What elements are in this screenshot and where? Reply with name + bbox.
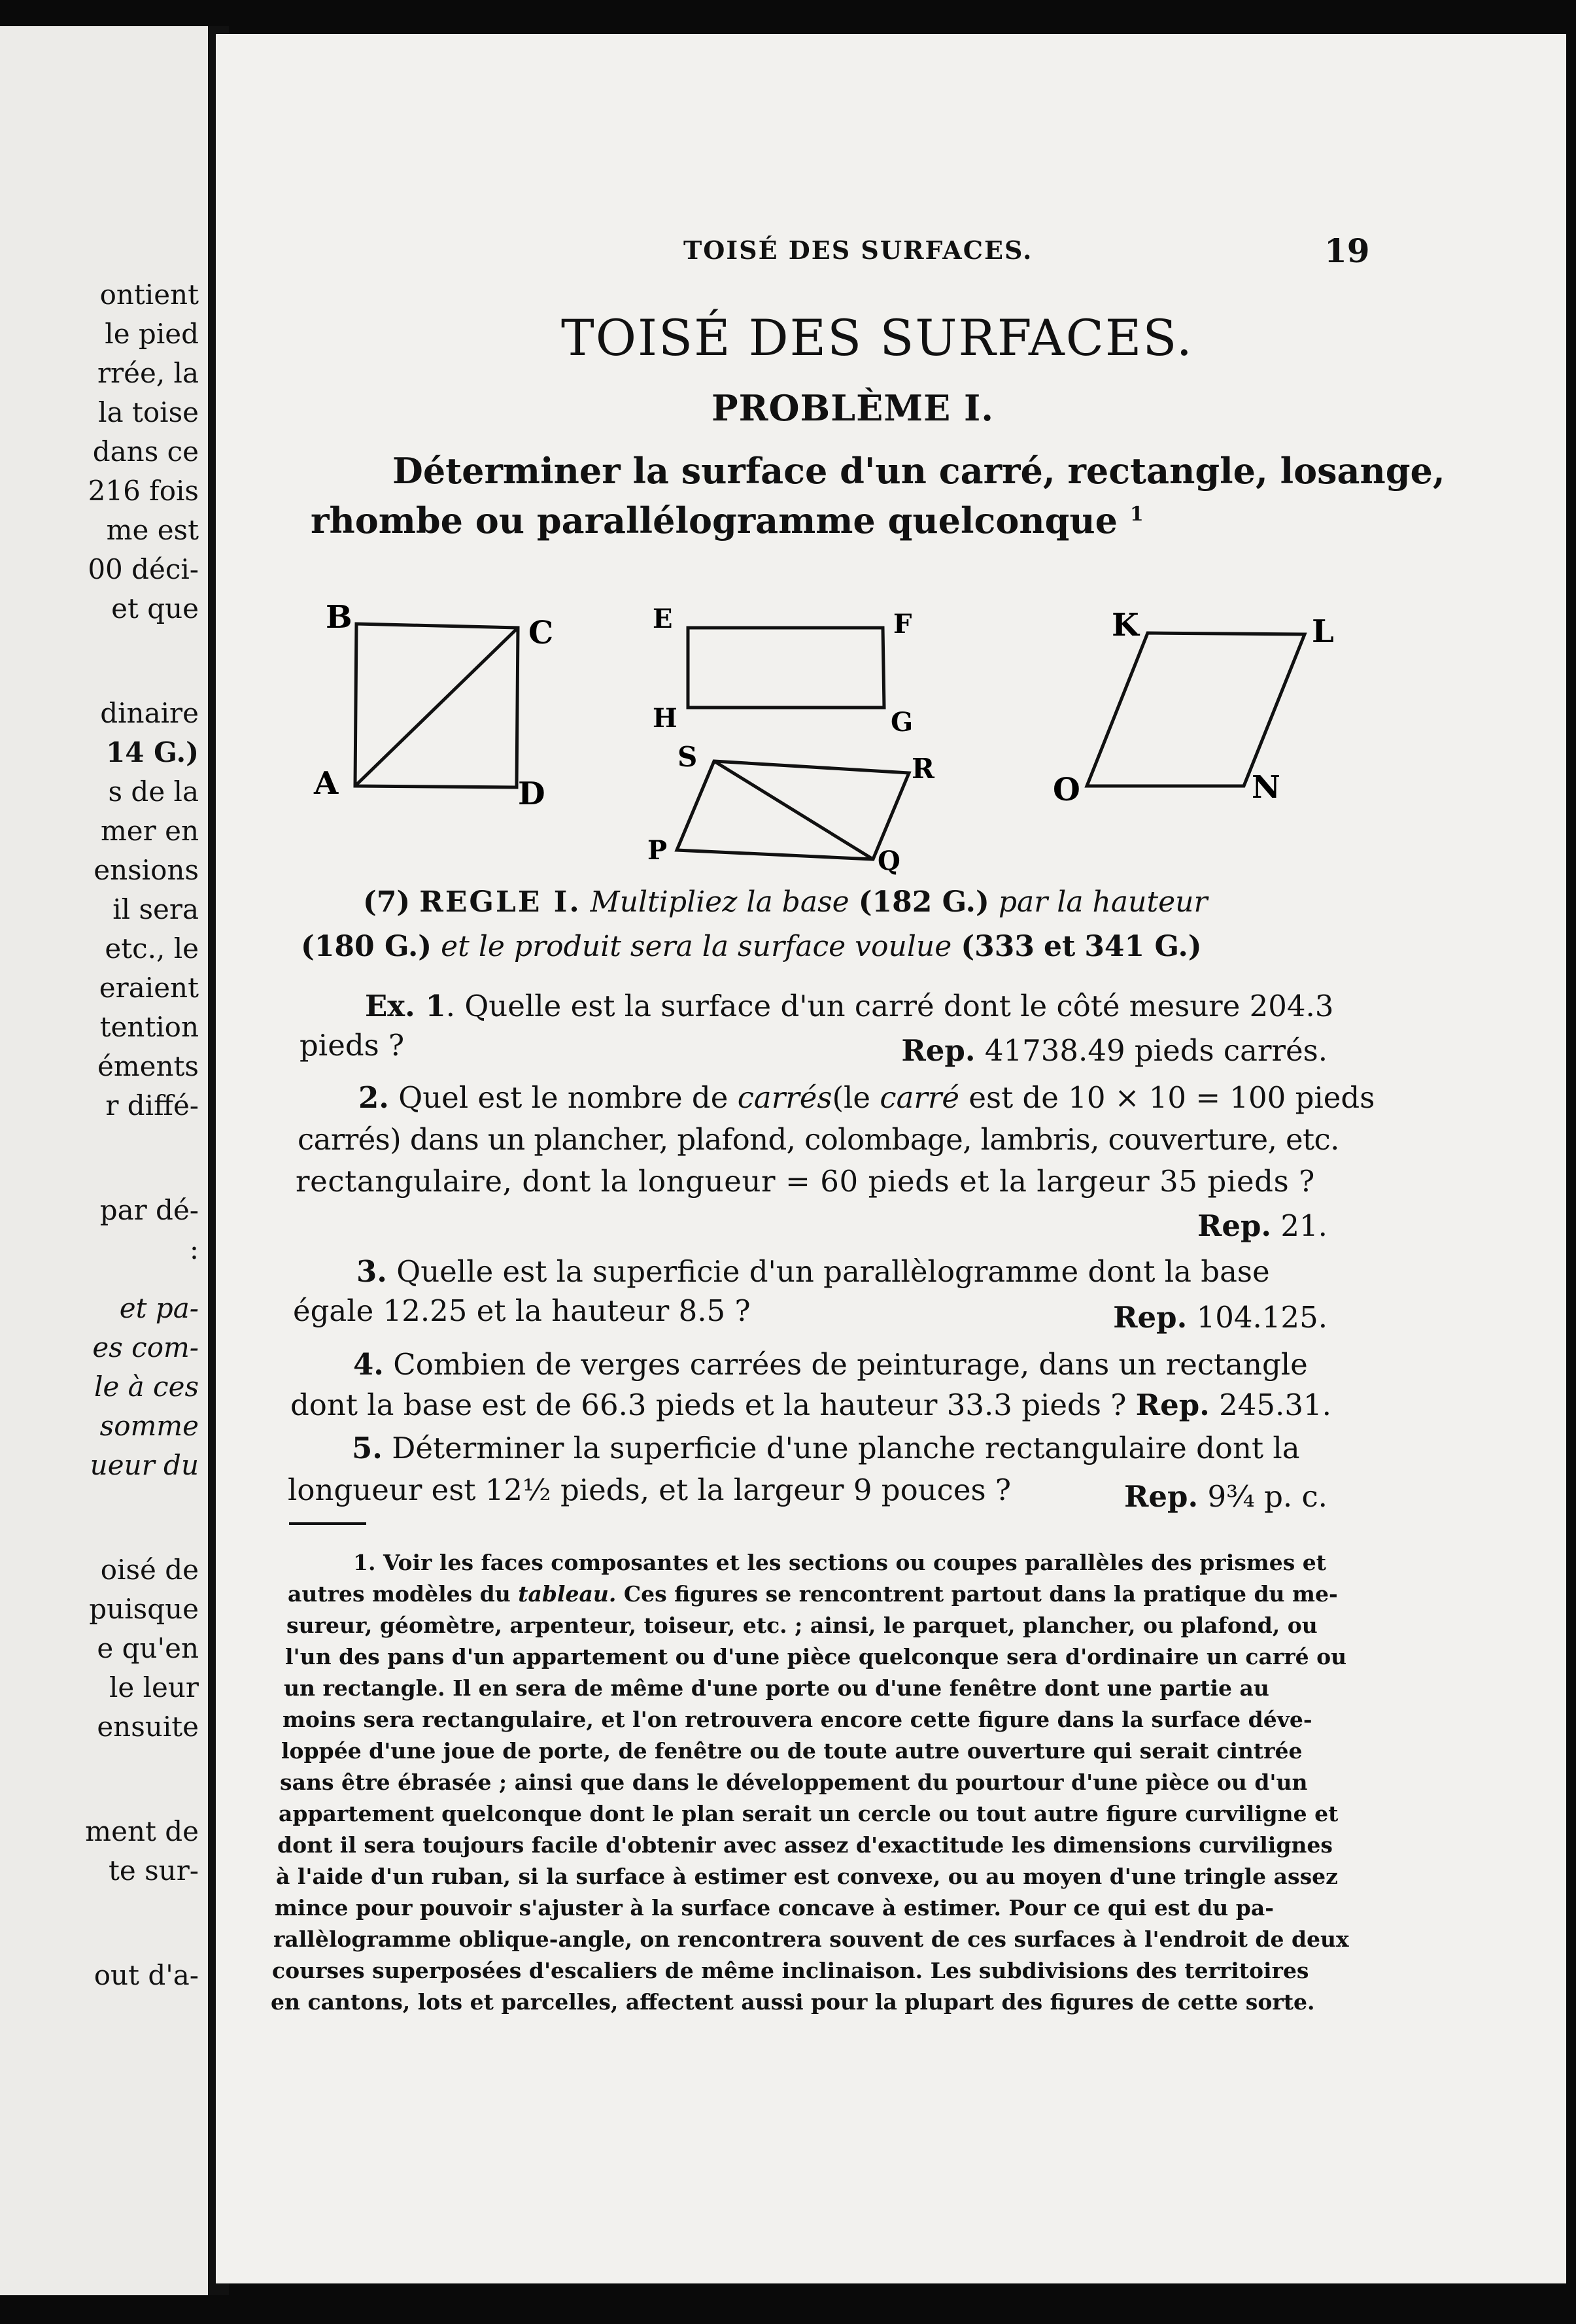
rule-line-1: (7) REGLE I. Multipliez la base (182 G.) par la hauteur: [363, 885, 1208, 919]
ex2-answer: Rep. 21.: [1197, 1208, 1328, 1243]
figure-rectangle-efgh: [688, 628, 884, 708]
label-S: S: [677, 741, 698, 773]
left-page-fragment: s de la: [108, 776, 199, 808]
left-page-fragment: ueur du: [90, 1449, 199, 1481]
label-N: N: [1252, 769, 1280, 806]
label-G: G: [891, 707, 914, 738]
label-P: P: [647, 835, 668, 866]
left-page-fragment: etc., le: [105, 932, 199, 965]
footnote-separator: [289, 1522, 366, 1525]
chapter-title: TOISÉ DES SURFACES.: [561, 309, 1193, 367]
ex2-line-2: carrés) dans un plancher, plafond, colombage, lambris, couverture, etc.: [298, 1122, 1339, 1157]
label-H: H: [653, 703, 677, 734]
footnote-line-6: moins sera rectangulaire, et l'on retrouvera encore cette figure dans la surface déve-: [283, 1707, 1312, 1732]
left-page-fragment: puisque: [89, 1593, 199, 1625]
left-page-fragment: ment de: [85, 1815, 199, 1847]
label-C: C: [528, 615, 554, 651]
left-page-fragment: le pied: [105, 318, 199, 350]
footnote-line-14: courses superposées d'escaliers de même inclinaison. Les subdivisions des territoires: [272, 1958, 1309, 1983]
ex3-answer: Rep. 104.125.: [1113, 1300, 1328, 1335]
ex4-line-1: 4. Combien de verges carrées de peinturage, dans un rectangle: [353, 1347, 1308, 1382]
left-page-fragment: e qu'en: [97, 1632, 199, 1664]
left-page-fragment: out d'a-: [94, 1959, 199, 1991]
ex2-line-1: 2. Quel est le nombre de carrés(le carré est de 10 × 10 = 100 pieds: [358, 1080, 1375, 1115]
left-page-fragment: mer en: [100, 815, 199, 847]
left-page-fragment: ensions: [94, 854, 199, 886]
left-facing-page: [0, 26, 208, 2295]
figure-rhombus-klno: [1087, 633, 1305, 786]
left-page-fragment: la toise: [98, 396, 199, 428]
ex4-line-2: dont la base est de 66.3 pieds et la hauteur 33.3 pieds ? Rep. 245.31.: [290, 1388, 1331, 1422]
rule-line-2: (180 G.) et le produit sera la surface voulue (333 et 341 G.): [301, 930, 1202, 963]
footnote-line-12: mince pour pouvoir s'ajuster à la surface concave à estimer. Pour ce qui est du pa-: [275, 1895, 1274, 1921]
ex1-answer: Rep. 41738.49 pieds carrés.: [901, 1033, 1328, 1068]
footnote-line-13: rallèlogramme oblique-angle, on rencontrera souvent de ces surfaces à l'endroit de deux: [273, 1926, 1349, 1952]
label-A: A: [314, 765, 339, 802]
page-number: 19: [1324, 231, 1370, 270]
book-page: [216, 34, 1566, 2283]
ex5-line-1: 5. Déterminer la superficie d'une planche rectangulaire dont la: [352, 1431, 1300, 1465]
left-page-fragment: rrée, la: [97, 357, 199, 389]
left-page-fragment: eraient: [99, 972, 199, 1004]
label-K: K: [1112, 607, 1139, 643]
label-D: D: [518, 776, 545, 812]
label-Q: Q: [878, 846, 900, 876]
left-page-fragment: 14 G.): [106, 736, 199, 768]
footnote-line-10: dont il sera toujours facile d'obtenir avec assez d'exactitude les dimensions curvilignes: [277, 1832, 1333, 1858]
figure-square-abcd: [355, 624, 518, 787]
running-head: TOISÉ DES SURFACES.: [683, 235, 1033, 265]
ex1-line-2: pieds ?: [300, 1028, 405, 1063]
left-page-fragment: oisé de: [100, 1554, 199, 1586]
problem-title: PROBLÈME I.: [711, 387, 995, 429]
ex3-line-2: égale 12.25 et la hauteur 8.5 ?: [293, 1293, 751, 1328]
footnote-line-4: l'un des pans d'un appartement ou d'une pièce quelconque sera d'ordinaire un carré ou: [285, 1644, 1347, 1669]
footnote-line-15: en cantons, lots et parcelles, affectent aussi pour la plupart des figures de cette sorte.: [271, 1989, 1315, 2015]
left-page-fragment: par dé-: [99, 1194, 199, 1226]
left-page-fragment: et pa-: [119, 1292, 199, 1324]
problem-statement-line-1: Déterminer la surface d'un carré, rectangle, losange,: [392, 450, 1445, 492]
left-page-fragment: ontient: [99, 279, 199, 311]
label-R: R: [912, 753, 934, 785]
footnote-line-5: un rectangle. Il en sera de même d'une porte ou d'une fenêtre dont une partie au: [284, 1675, 1269, 1701]
left-page-fragment: dans ce: [92, 436, 199, 468]
footnote-line-1: 1. Voir les faces composantes et les sections ou coupes parallèles des prismes et: [353, 1550, 1327, 1575]
left-page-fragment: et que: [111, 592, 199, 624]
label-O: O: [1053, 772, 1080, 808]
ex5-answer: Rep. 9¾ p. c.: [1124, 1479, 1328, 1514]
left-page-fragment: 00 déci-: [88, 553, 199, 585]
ex2-line-3: rectangulaire, dont la longueur = 60 pieds et la largeur 35 pieds ?: [296, 1164, 1315, 1199]
left-page-fragment: dinaire: [100, 697, 199, 729]
label-E: E: [653, 604, 673, 634]
left-page-fragment: te sur-: [109, 1854, 199, 1887]
left-page-fragment: il sera: [112, 893, 199, 925]
left-page-fragment: me est: [106, 514, 199, 546]
footnote-line-8: sans être ébrasée ; ainsi que dans le développement du pourtour d'une pièce ou d'un: [280, 1769, 1308, 1795]
ex3-line-1: 3. Quelle est la superficie d'un parallèlogramme dont la base: [356, 1254, 1270, 1289]
footnote-line-7: loppée d'une joue de porte, de fenêtre ou de toute autre ouverture qui serait cintrée: [281, 1738, 1303, 1764]
ex1-line-1: Ex. 1. Quelle est la surface d'un carré dont le côté mesure 204.3: [365, 989, 1334, 1023]
left-page-fragment: es com-: [92, 1331, 199, 1363]
left-page-fragment: 216 fois: [88, 475, 199, 507]
footnote-line-3: sureur, géomètre, arpenteur, toiseur, etc. ; ainsi, le parquet, plancher, ou plafond, ou: [286, 1613, 1318, 1638]
left-page-fragment: ensuite: [97, 1711, 199, 1743]
left-page-fragment: tention: [99, 1011, 199, 1043]
left-page-fragment: éments: [97, 1050, 199, 1082]
label-B: B: [326, 599, 352, 636]
problem-statement-line-2: rhombe ou parallélogramme quelconque $^1$: [311, 500, 1144, 541]
footnote-ref: 1: [1129, 503, 1144, 526]
left-page-fragment: le leur: [109, 1671, 199, 1703]
left-page-fragment: somme: [99, 1410, 199, 1442]
left-page-fragment: r diffé-: [105, 1089, 199, 1121]
footnote-line-9: appartement quelconque dont le plan serait un cercle ou tout autre figure curviligne et: [279, 1801, 1339, 1826]
left-page-fragment: le à ces: [94, 1371, 199, 1403]
footnote-line-11: à l'aide d'un ruban, si la surface à estimer est convexe, ou au moyen d'une tringle assez: [276, 1864, 1338, 1889]
label-L: L: [1312, 613, 1334, 650]
left-page-fragment: :: [189, 1233, 199, 1265]
ex5-line-2: longueur est 12½ pieds, et la largeur 9 pouces ?: [288, 1473, 1011, 1507]
figure-parallelogram-pqrs: [677, 761, 909, 859]
footnote-line-2: autres modèles du tableau. Ces figures se rencontrent partout dans la pratique du me-: [288, 1581, 1338, 1607]
label-F: F: [893, 609, 912, 640]
